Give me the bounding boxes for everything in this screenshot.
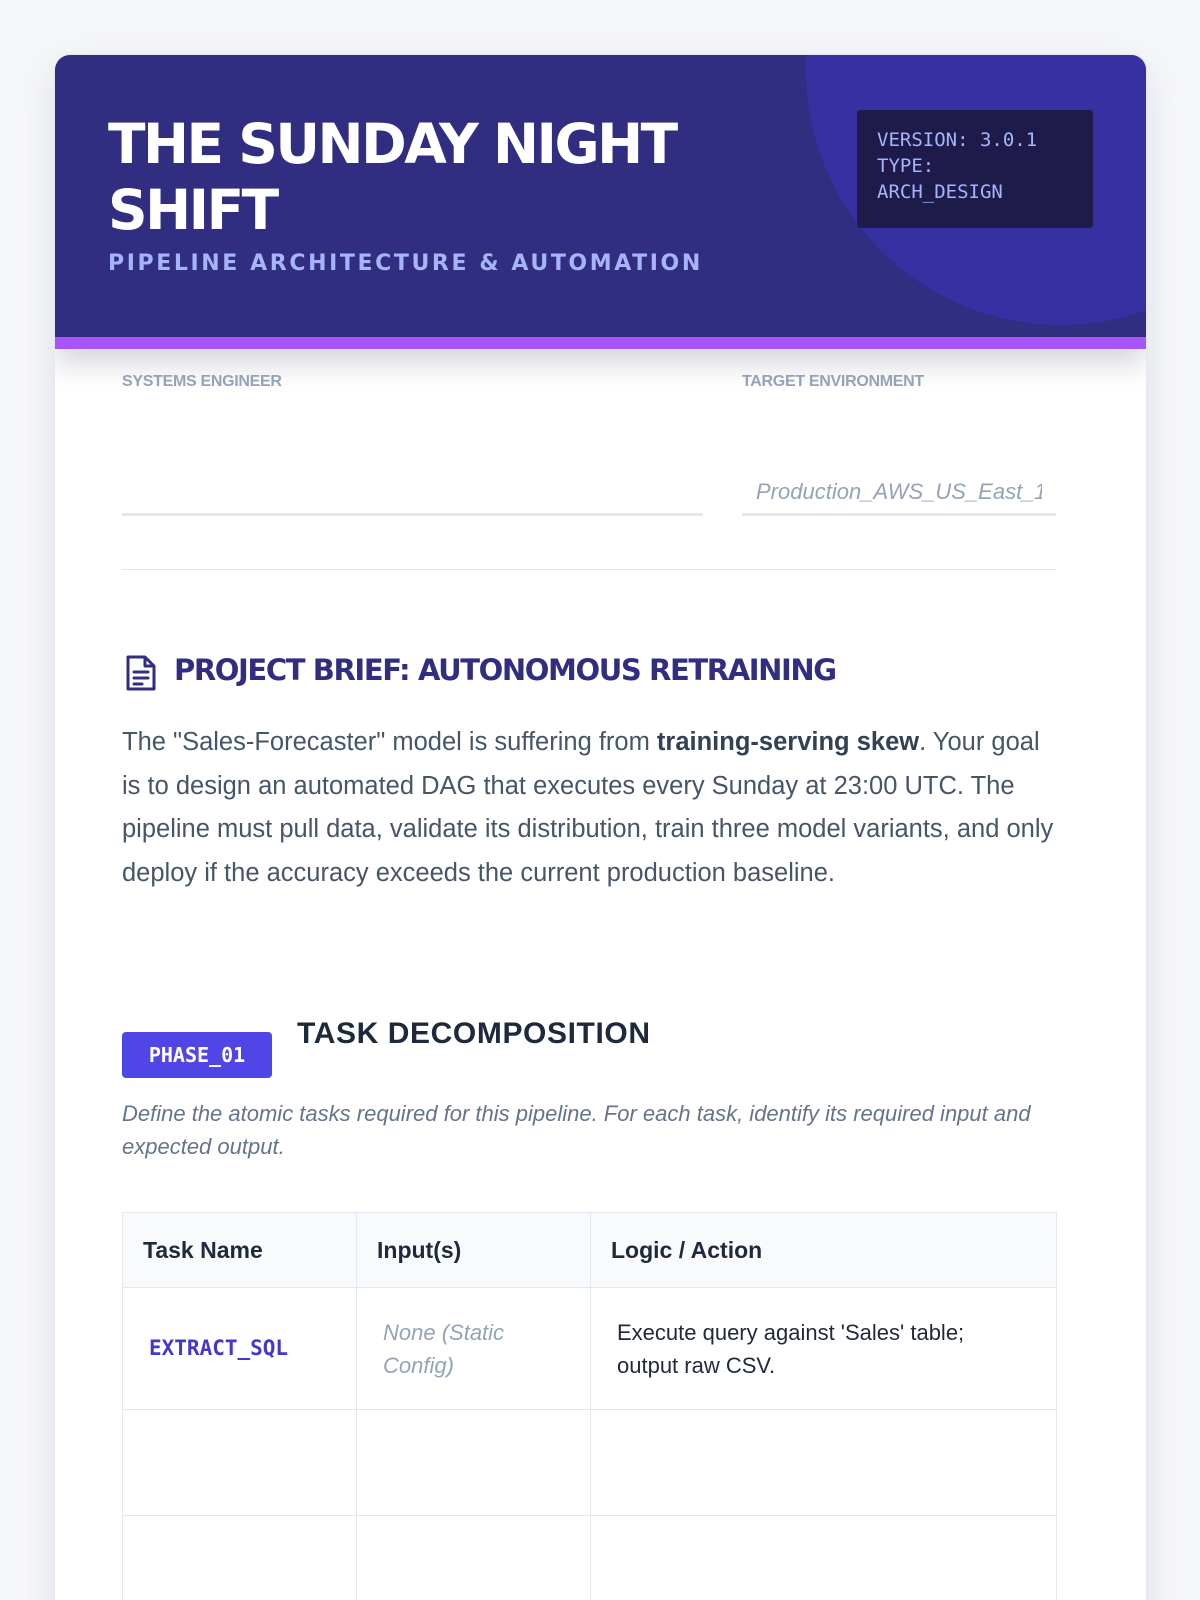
environment-field[interactable] — [742, 470, 1056, 516]
column-header-task-name: Task Name — [123, 1213, 357, 1288]
column-header-logic: Logic / Action — [591, 1213, 1057, 1288]
task-input-cell[interactable] — [357, 1516, 591, 1600]
environment-field-label: TARGET ENVIRONMENT — [742, 373, 924, 390]
header-banner — [55, 55, 1146, 349]
page-title: THE SUNDAY NIGHT SHIFT — [108, 112, 676, 242]
table-row — [123, 1410, 1057, 1516]
brief-text-start: The "Sales-Forecaster" model is suffering from — [122, 728, 657, 756]
brief-title: PROJECT BRIEF: AUTONOMOUS RETRAINING — [174, 653, 836, 687]
task-logic-cell[interactable] — [591, 1516, 1057, 1600]
task-input-cell[interactable]: None (Static Config) — [357, 1288, 591, 1410]
task-input-cell[interactable] — [357, 1410, 591, 1516]
version-info-box — [856, 109, 1094, 229]
table-header-row — [123, 1213, 1057, 1288]
brief-text-end: . Your goal is to design an automated DAG that executes every Sunday at 23:00 UTC. The pipeline must pull data, validate its distribution, train three model variants, and only deploy if the accuracy exceeds the current production baseline. — [122, 728, 1054, 887]
task-name-cell[interactable]: EXTRACT_SQL — [123, 1288, 357, 1410]
phase-title: TASK DECOMPOSITION — [297, 1017, 651, 1050]
engineer-field-label: SYSTEMS ENGINEER — [122, 373, 282, 390]
type-value: ARCH_DESIGN — [877, 181, 1003, 203]
brief-text — [122, 721, 1057, 895]
page-subtitle: PIPELINE ARCHITECTURE & AUTOMATION — [108, 251, 703, 276]
phase-badge: PHASE_01 — [122, 1032, 272, 1078]
task-table — [122, 1212, 1057, 1600]
header-accent-bar — [55, 337, 1146, 349]
column-header-inputs: Input(s) — [357, 1213, 591, 1288]
version-label: VERSION: 3.0.1 — [877, 129, 1038, 151]
phase-description: Define the atomic tasks required for this pipeline. For each task, identify its required input and expected output. — [122, 1101, 1031, 1159]
task-logic-cell[interactable] — [591, 1410, 1057, 1516]
document-icon — [124, 654, 158, 692]
brief-text-emphasis: training-serving skew — [656, 728, 920, 756]
task-name-cell[interactable] — [123, 1410, 357, 1516]
type-label: TYPE: — [877, 155, 935, 177]
engineer-field[interactable] — [122, 470, 703, 516]
task-logic-cell[interactable]: Execute query against 'Sales' table; output raw CSV. — [591, 1288, 1057, 1410]
task-name-cell[interactable] — [123, 1516, 357, 1600]
table-row — [123, 1516, 1057, 1600]
table-row — [123, 1288, 1057, 1410]
